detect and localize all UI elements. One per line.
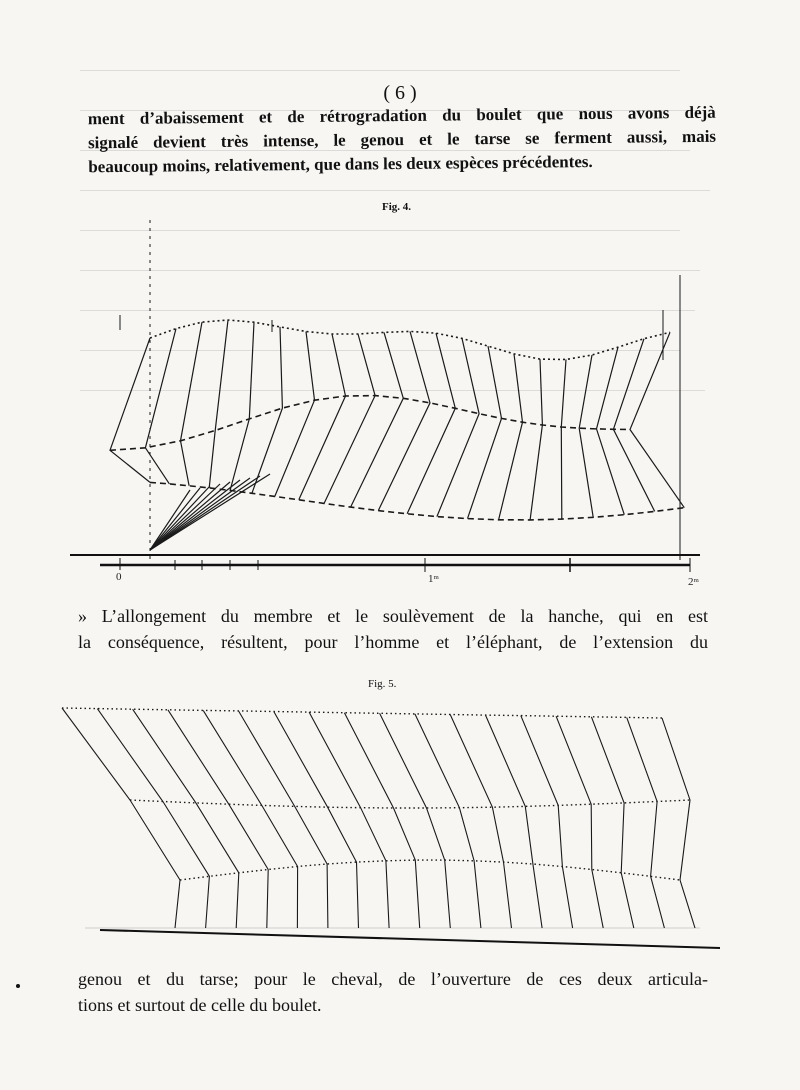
limb-line: [613, 339, 654, 512]
joint-trajectory-curves: [62, 708, 690, 880]
joint-trajectory-curves: [110, 320, 684, 520]
margin-dot: [16, 984, 20, 988]
limb-line: [556, 716, 603, 928]
paragraph-top: [88, 101, 717, 180]
limb-line: [168, 710, 268, 928]
text-line: la conséquence, résultent, pour l’homme et l’éléphant, de l’extension du: [78, 632, 708, 652]
limb-line: [299, 334, 346, 500]
limb-line: [530, 359, 542, 520]
limb-line: [309, 712, 389, 928]
limb-line: [591, 717, 633, 928]
text-line: » L’allongement du membre et le soulèvement de la hanche, qui en est: [78, 606, 708, 626]
limb-line: [561, 360, 566, 520]
limb-line: [203, 710, 297, 928]
limb-line: [627, 717, 665, 928]
limb-line: [407, 333, 455, 514]
limb-line: [521, 716, 573, 928]
limb-line: [351, 332, 404, 507]
limb-line: [630, 332, 684, 507]
limb-position-lines: [110, 320, 684, 550]
fan-line: [150, 480, 240, 550]
text-line: genou et du tarse; pour le cheval, de l’ouverture de ces deux articula-: [78, 969, 708, 989]
knee-trajectory: [130, 800, 690, 808]
limb-line: [110, 338, 150, 482]
limb-line: [181, 322, 203, 486]
scale-label-one-metre: 1ᵐ: [428, 573, 439, 585]
limb-line: [499, 354, 523, 520]
paragraph-bottom: [78, 966, 708, 1018]
limb-line: [324, 334, 375, 503]
limb-line: [230, 322, 254, 490]
limb-line: [97, 709, 209, 928]
ground-scale: [70, 555, 700, 572]
figure-4-caption: Fig. 4.: [382, 201, 412, 213]
limb-line: [209, 320, 228, 488]
hip-trajectory: [150, 320, 670, 360]
limb-line: [450, 715, 511, 929]
limb-line: [344, 713, 419, 928]
figure-4-gait-diagram: [0, 220, 800, 595]
page-number: ( 6 ): [383, 82, 417, 104]
scale-label-two-metres: 2ᵐ: [688, 576, 699, 588]
fan-line: [150, 482, 230, 550]
limb-line: [597, 347, 625, 515]
limb-line: [380, 713, 451, 928]
limb-position-lines: [62, 708, 695, 928]
limb-line: [579, 355, 593, 517]
limb-line: [239, 711, 328, 928]
hip-trajectory: [62, 708, 662, 718]
text-line: signalé devient très intense, le genou et le tarse se ferment aussi, mais: [87, 126, 717, 153]
knee-trajectory: [110, 396, 630, 451]
limb-line: [62, 708, 180, 928]
text-line: tions et surtout de celle du boulet.: [78, 995, 322, 1015]
fan-line: [150, 484, 220, 550]
text-line: ment d’abaissement et de rétrogradation du boulet que nous avons déjà: [87, 102, 716, 129]
figure-5-caption: Fig. 5.: [368, 678, 397, 690]
figure-5-gait-diagram: [0, 690, 800, 960]
ground-line: [85, 928, 720, 948]
paragraph-middle: [78, 603, 708, 655]
fan-line: [150, 490, 190, 550]
text-line: beaucoup moins, relativement, que dans les deux espèces précédentes.: [88, 152, 593, 177]
limb-line: [468, 346, 502, 518]
limb-line: [437, 338, 479, 516]
limb-line: [662, 718, 695, 928]
scale-label-zero: 0: [116, 571, 122, 583]
limb-line: [378, 331, 430, 510]
limb-line: [274, 712, 359, 929]
fetlock-trajectory: [180, 860, 680, 880]
